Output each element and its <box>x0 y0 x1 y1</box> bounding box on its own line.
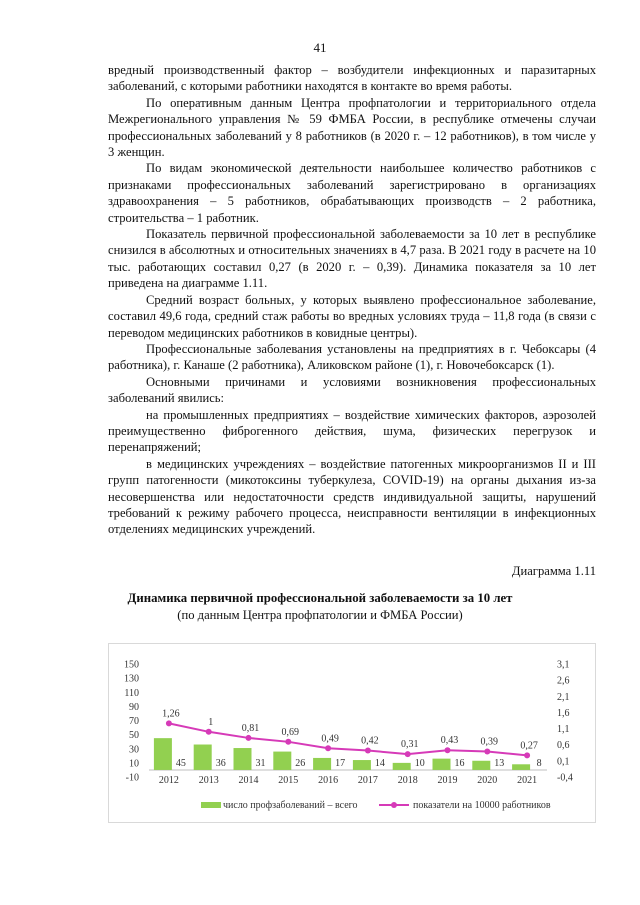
line-point <box>484 748 490 754</box>
y-axis-right-tick-label: 3,1 <box>557 659 570 671</box>
y-axis-right-tick-label: 1,1 <box>557 724 570 736</box>
diagram-caption: Диаграмма 1.11 <box>511 564 596 578</box>
line-data-label: 0,69 <box>281 726 300 738</box>
y-axis-right-tick-label: 0,6 <box>557 740 570 752</box>
legend-line-marker <box>391 802 397 808</box>
x-axis-tick-label: 2015 <box>278 774 299 786</box>
line-point <box>246 735 252 741</box>
body-text <box>108 62 596 538</box>
line-point <box>206 729 212 735</box>
y-axis-right-tick-label: 2,1 <box>557 691 570 703</box>
legend-bar-swatch <box>201 802 221 808</box>
x-axis-tick-label: 2019 <box>437 774 458 786</box>
bar <box>353 760 371 770</box>
bar <box>313 758 331 770</box>
paragraph: на промышленных предприятиях – воздействие химических факторов, аэрозолей преимущественно фиброгенного действия, шума, физических перегрузок и перенапряжений; <box>108 407 596 455</box>
line-point <box>445 747 451 753</box>
bar <box>273 752 291 770</box>
bar <box>472 761 490 770</box>
x-axis-tick-label: 2021 <box>517 774 538 786</box>
line-point <box>166 720 172 726</box>
bar-data-label: 31 <box>255 757 266 769</box>
line-data-label: 0,39 <box>480 736 499 748</box>
bar-data-label: 16 <box>454 757 465 769</box>
y-axis-left-tick-label: 30 <box>129 744 139 756</box>
y-axis-left-tick-label: 10 <box>129 758 139 770</box>
paragraph: Профессиональные заболевания установлены на предприятиях в г. Чебоксары (4 работника), г. Канаше (2 работника), Аликовском районе (1), г. Новочебоксарск (1). <box>108 341 596 373</box>
paragraph: вредный производственный фактор – возбудители инфекционных и паразитарных заболеваний, с которыми работники находятся в контакте во время работы. <box>108 63 596 94</box>
bar <box>234 748 252 770</box>
bar-data-label: 13 <box>494 757 505 769</box>
line-data-label: 0,43 <box>440 735 459 747</box>
x-axis-tick-label: 2012 <box>158 774 179 786</box>
bar <box>154 738 172 770</box>
paragraph: Средний возраст больных, у которых выявлено профессиональное заболевание, составил 49,6 года, средний стаж работы во вредных условиях труда – 11,8 года (в связи с переводом медицинских работников в ковидные центры). <box>108 292 596 340</box>
bar-data-label: 45 <box>175 757 186 769</box>
y-axis-left-tick-label: -10 <box>125 772 139 784</box>
y-axis-right-tick-label: 1,6 <box>557 707 570 719</box>
bar <box>512 764 530 770</box>
bar-data-label: 17 <box>335 757 346 769</box>
line-data-label: 1,26 <box>162 708 180 720</box>
bar-data-label: 14 <box>374 757 385 769</box>
x-axis-tick-label: 2014 <box>238 774 259 786</box>
y-axis-right-tick-label: 0,1 <box>557 756 570 768</box>
line-data-label: 0,49 <box>321 733 339 745</box>
line-point <box>405 751 411 757</box>
line-point <box>365 748 371 754</box>
line-series <box>169 723 527 755</box>
combo-chart <box>109 644 595 822</box>
y-axis-left-tick-label: 70 <box>129 716 139 727</box>
x-axis-tick-label: 2020 <box>477 774 498 786</box>
paragraph: в медицинских учреждениях – воздействие патогенных микроорганизмов II и III групп патогенности (микотоксины туберкулеза, COVID-19) на органы дыхания из-за несовершенства или недостаточности средств индивидуальной защиты, нарушений требований к режиму рабочего процесса, неисправности вентиляции в инфекционных отделениях медицинских учреждений. <box>108 456 596 537</box>
y-axis-left-tick-label: 150 <box>124 659 139 671</box>
y-axis-left-tick-label: 50 <box>129 730 139 742</box>
paragraph: Основными причинами и условиями возникновения профессиональных заболеваний явились: <box>108 374 596 406</box>
paragraph: Показатель первичной профессиональной заболеваемости за 10 лет в республике снизился в абсолютных и относительных значениях в 4,7 раза. В 2021 году в расчете на 10 тыс. работающих составил 0,27 (в 2020 г. – 0,39). Динамика показателя за 10 лет приведена на диаграмме 1.11. <box>108 227 596 291</box>
chart-container <box>108 643 596 823</box>
bar-data-label: 8 <box>536 757 542 769</box>
line-point <box>524 752 530 758</box>
x-axis-tick-label: 2018 <box>397 774 418 786</box>
y-axis-left-tick-label: 90 <box>129 701 139 713</box>
line-data-label: 0,81 <box>241 722 260 734</box>
line-data-label: 1 <box>208 716 214 728</box>
bar <box>393 763 411 770</box>
line-data-label: 0,31 <box>400 739 419 751</box>
line-point <box>325 745 331 751</box>
line-point <box>285 739 291 745</box>
bar <box>433 759 451 770</box>
y-axis-left-tick-label: 130 <box>124 673 139 685</box>
line-data-label: 0,42 <box>361 735 379 747</box>
x-axis-tick-label: 2013 <box>198 774 219 786</box>
y-axis-right-tick-label: -0,4 <box>557 772 573 784</box>
line-data-label: 0,27 <box>520 740 538 752</box>
paragraph: По видам экономической деятельности наибольшее количество работников с признаками профессиональных заболеваний зарегистрировано в организациях здравоохранения – 5 работников, обрабатывающих производств – 2 работника, строительства – 1 работник. <box>108 161 596 225</box>
bar-data-label: 26 <box>295 757 306 769</box>
y-axis-left-tick-label: 110 <box>124 687 139 699</box>
legend-label-line: показатели на 10000 работников <box>413 800 551 811</box>
page-number: 41 <box>313 40 327 55</box>
bar <box>194 745 212 770</box>
x-axis-tick-label: 2016 <box>318 774 339 786</box>
bar-data-label: 36 <box>215 757 226 769</box>
legend-label-bars: число профзаболеваний – всего <box>223 800 358 811</box>
paragraph: По оперативным данным Центра профпатологии и территориального отдела Межрегионального управления № 59 ФМБА России, в республике отмечены случаи профессиональных заболеваний у 8 работников (в 2020 г. – 12 работников), в том числе у 3 женщин. <box>108 95 596 160</box>
y-axis-right-tick-label: 2,6 <box>557 675 570 687</box>
chart-title: Динамика первичной профессиональной заболеваемости за 10 лет <box>127 591 513 605</box>
chart-subtitle: (по данным Центра профпатологии и ФМБА России) <box>177 608 463 622</box>
bar-data-label: 10 <box>414 757 425 769</box>
x-axis-tick-label: 2017 <box>357 774 378 786</box>
